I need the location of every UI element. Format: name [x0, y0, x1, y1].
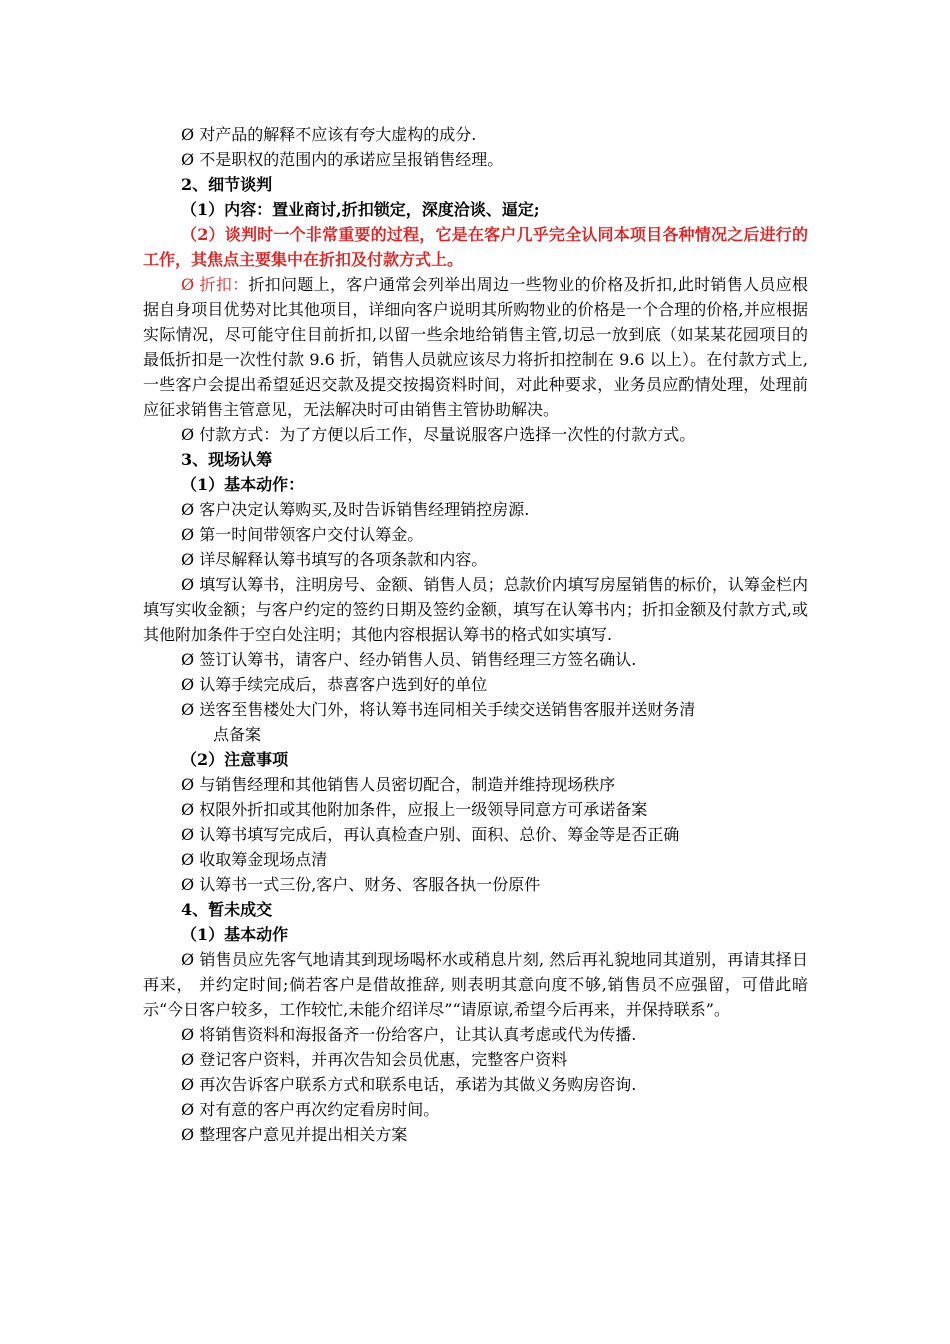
highlight-paragraph: （2）谈判时一个非常重要的过程，它是在客户几乎完全认同本项目各种情况之后进行的工作，其焦点主要集中在折扣及付款方式上。: [143, 225, 808, 269]
section-heading: 4、暂未成交: [181, 900, 273, 919]
bullet-item: Ø 详尽解释认筹书填写的各项条款和内容。: [181, 550, 488, 569]
bullet-item: Ø 登记客户资料，并再次告知会员优惠，完整客户资料: [181, 1050, 568, 1069]
bullet-item: Ø 再次告诉客户联系方式和联系电话，承诺为其做义务购房咨询.: [181, 1075, 637, 1094]
sub-heading: （2）注意事项: [181, 750, 289, 769]
bullet-continuation: 点备案: [213, 725, 262, 744]
bullet-item: Ø 与销售经理和其他销售人员密切配合，制造并维持现场秩序: [181, 775, 616, 794]
bullet-item: Ø 付款方式：为了方便以后工作，尽量说服客户选择一次性的付款方式。: [181, 425, 696, 444]
bullet-item: Ø 送客至售楼处大门外，将认筹书连同相关手续交送销售客服并送财务清: [181, 700, 696, 719]
section-heading: 3、现场认筹: [181, 450, 273, 469]
document-body: [143, 122, 808, 1147]
bullet-item: Ø 权限外折扣或其他附加条件，应报上一级领导同意方可承诺备案: [181, 800, 648, 819]
paragraph-label: Ø 折扣：: [181, 275, 249, 294]
bullet-item: Ø 认筹书一式三份,客户、财务、客服各执一份原件: [181, 875, 541, 894]
bullet-item: Ø 认筹书填写完成后，再认真检查户别、面积、总价、筹金等是否正确: [181, 825, 680, 844]
bullet-item: Ø 认筹手续完成后，恭喜客户选到好的单位: [181, 675, 488, 694]
bullet-item: Ø 不是职权的范围内的承诺应呈报销售经理。: [181, 150, 504, 169]
sub-heading: （1）基本动作：: [181, 475, 305, 494]
bullet-item: Ø 签订认筹书，请客户、经办销售人员、销售经理三方签名确认.: [181, 650, 637, 669]
paragraph-text: 折扣问题上，客户通常会列举出周边一些物业的价格及折扣,此时销售人员应根据自身项目优势对比其他项目，详细向客户说明其所购物业的价格是一个合理的价格,并应根据实际情况，尽可能守住目前折扣,以留一些余地给销售主管,切忌一放到底（如某某花园项目的最低折扣是一次性付款 9.6 折，销售人员就应该尽力将折扣控制在 9.6 以上）。在付款方式上,一些客户会提出希望延迟交款及提交按揭资料时间，对此种要求，业务员应酌情处理，处理前应征求销售主管意见，无法解决时可由销售主管协助解决。: [143, 275, 808, 419]
bullet-item: Ø 对有意的客户再次约定看房时间。: [181, 1100, 440, 1119]
section-heading: 2、细节谈判: [181, 175, 273, 194]
sub-heading: （1）基本动作: [181, 925, 289, 944]
bullet-item: Ø 整理客户意见并提出相关方案: [181, 1125, 408, 1144]
bullet-item: Ø 客户决定认筹购买,及时告诉销售经理销控房源.: [181, 500, 530, 519]
sub-heading: （1）内容：置业商讨,折扣锁定，深度洽谈、逼定;: [181, 200, 540, 219]
bullet-item: Ø 填写认筹书，注明房号、金额、销售人员；总款价内填写房屋销售的标价，认筹金栏内填写实收金额；与客户约定的签约日期及签约金额，填写在认筹书内；折扣金额及付款方式,或其他附加条件于空白处注明；其他内容根据认筹书的格式如实填写.: [143, 575, 808, 644]
labeled-paragraph: [143, 272, 808, 422]
bullet-item: Ø 将销售资料和海报备齐一份给客户，让其认真考虑或代为传播.: [181, 1025, 637, 1044]
bullet-item: Ø 收取筹金现场点清: [181, 850, 328, 869]
bullet-item: Ø 销售员应先客气地请其到现场喝杯水或稍息片刻, 然后再礼貌地同其道别，再请其择日再来， 并约定时间;倘若客户是借故推辞, 则表明其意向度不够,销售员不应强留，可借此暗示“今日客户较多，工作较忙,未能介绍详尽”“请原谅,希望今后再来，并保持联系”。: [143, 950, 808, 1019]
bullet-item: Ø 第一时间带领客户交付认筹金。: [181, 525, 424, 544]
bullet-item: Ø 对产品的解释不应该有夸大虚构的成分.: [181, 125, 477, 144]
